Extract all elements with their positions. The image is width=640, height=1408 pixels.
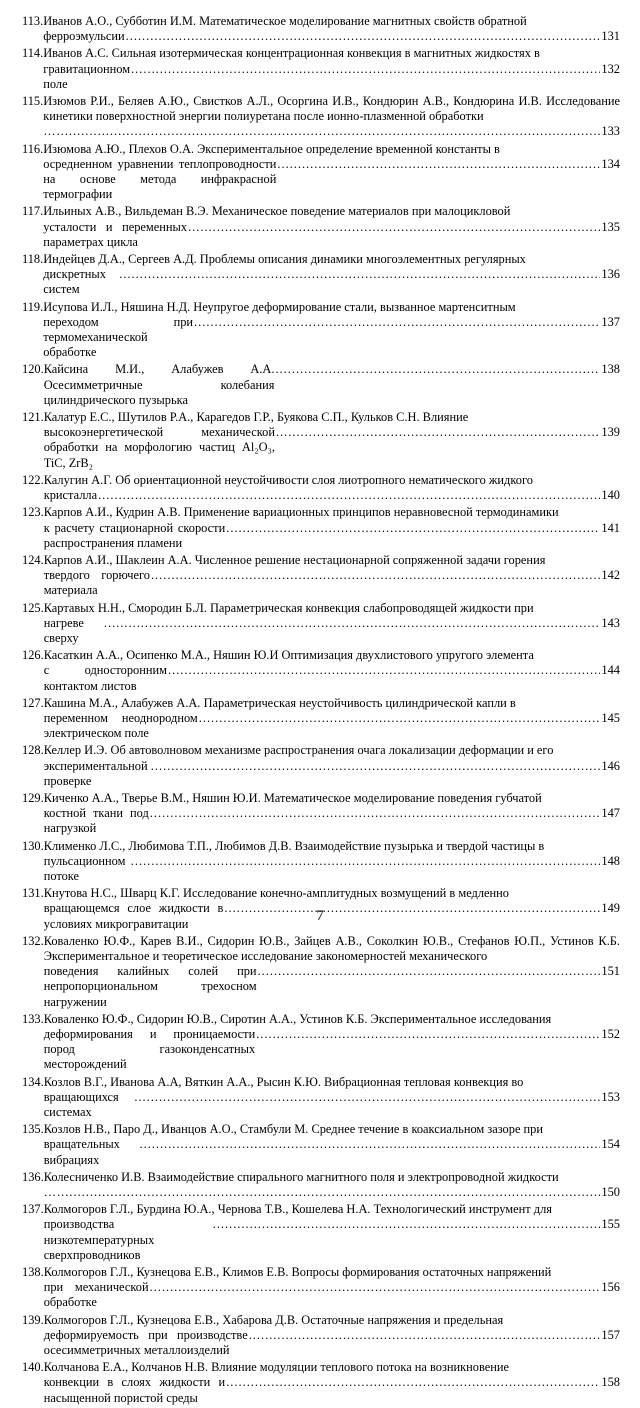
contents-entry	[22, 791, 620, 837]
entry-text: Иванов А.С. Сильная изотермическая концентрационная конвекция в магнитных жидкостях в	[43, 46, 540, 61]
dot-leader	[257, 964, 601, 979]
entry-tail: при механической обработке	[43, 1280, 149, 1310]
entry-number: 121.	[22, 410, 44, 425]
entry-last-line	[44, 488, 620, 503]
entry-tail: деформирования и проницаемости пород газоконденсатных месторождений	[43, 1027, 256, 1072]
contents-entry	[22, 252, 620, 298]
entry-body	[44, 553, 620, 599]
entry-last-line	[44, 806, 620, 836]
entry-page: 144	[601, 663, 620, 678]
contents-entry	[22, 142, 620, 203]
entry-number: 119.	[22, 299, 44, 314]
entry-text: Кнутова Н.С., Шварц К.Г. Исследование конечно-амплитудных возмущений в медленно	[43, 886, 509, 901]
entry-last-line	[44, 1137, 620, 1167]
entry-tail: переходом при термомеханической обработке	[43, 314, 194, 360]
dot-leader	[167, 663, 600, 678]
entry-tail: с односторонним контактом листов	[43, 663, 167, 693]
entry-text: Карпов А.И., Кудрин А.В. Применение вариационных принципов неравновесной термодинамики	[43, 505, 559, 520]
contents-entry	[22, 14, 620, 44]
entry-text: Изюмова А.Ю., Плехов О.А. Экспериментальное определение временной константы в	[43, 141, 500, 156]
entry-page: 133	[601, 124, 620, 139]
contents-entry	[22, 1313, 620, 1359]
dot-leader	[139, 1137, 601, 1152]
entry-page: 136	[601, 267, 620, 282]
entry-body	[44, 410, 620, 471]
entry-number: 125.	[22, 600, 44, 615]
entry-body	[44, 473, 620, 503]
entry-tail: гравитационном поле	[43, 61, 131, 91]
entry-body	[44, 505, 620, 551]
entry-tail: конвекции в слоях жидкости и насыщенной пористой среды	[43, 1375, 226, 1405]
entry-text: Колмогоров Г.Л., Кузнецова Е.В., Климов Е.В. Вопросы формирования остаточных напряжений	[43, 1265, 552, 1280]
contents-entry	[22, 839, 620, 885]
entry-text: Колмогоров Г.Л., Бурдина Ю.А., Чернова Т.В., Кошелева Н.А. Технологический инструмент для	[43, 1202, 552, 1217]
entry-last-line	[44, 1328, 620, 1358]
entry-number: 138.	[22, 1265, 44, 1280]
entry-last-line	[44, 425, 620, 471]
entry-tail: твердого горючего материала	[43, 568, 150, 598]
entry-tail: вращающемся слое жидкости в условиях микрогравитации	[43, 901, 224, 931]
entry-page: 150	[601, 1185, 620, 1200]
dot-leader	[150, 759, 601, 774]
entry-page: 147	[601, 806, 620, 821]
entry-last-line	[44, 521, 620, 551]
entry-tail: поведения калийных солей при непропорциональном трехосном нагружении	[43, 964, 257, 1009]
entry-body	[43, 94, 620, 140]
entry-tail: …	[43, 124, 56, 139]
entry-page: 158	[601, 1375, 620, 1390]
entry-number: 118.	[22, 252, 44, 267]
entry-last-line	[44, 1090, 620, 1120]
entry-body	[44, 648, 620, 694]
entry-text: Касаткин А.А., Осипенко М.А., Няшин Ю.И Оптимизация двухлистового упругого элемента	[43, 648, 534, 663]
dot-leader	[248, 1328, 601, 1343]
contents-entry	[22, 300, 620, 361]
entry-body	[44, 1012, 620, 1073]
entry-text: Коваленко Ю.Ф., Сидорин Ю.В., Сиротин А.А., Устинов К.Б. Экспериментальное исследования	[43, 1011, 552, 1026]
dot-leader	[130, 854, 601, 869]
entry-page: 132	[601, 61, 620, 76]
contents-entry	[22, 1170, 620, 1200]
entry-tail: вращающихся системах	[43, 1089, 119, 1120]
entry-last-line	[44, 1185, 620, 1200]
entry-text: Калугин А.Г. Об ориентационной неустойчивости слоя лиотропного нематического жидкого	[43, 472, 533, 487]
entry-body	[43, 252, 620, 298]
entry-text: Ильиных А.В., Вильдеман В.Э. Механическое поведение материалов при малоцикловой	[43, 204, 511, 219]
contents-entry	[22, 94, 620, 140]
dot-leader	[225, 521, 600, 536]
entry-body	[44, 1075, 620, 1121]
entry-page: 138	[601, 362, 620, 377]
dot-leader	[103, 616, 601, 631]
entry-text: Колесниченко И.В. Взаимодействие спирального магнитного поля и электропроводной жидкости	[43, 1169, 559, 1184]
entry-body	[44, 1360, 620, 1406]
entry-tail: высокоэнергетической механической обработки на морфологию частиц Al₂O₃, TiC, ZrB₂	[43, 425, 275, 470]
entry-number: 128.	[22, 743, 44, 758]
entry-page: 146	[601, 758, 620, 773]
entry-page: 151	[601, 964, 620, 979]
entry-tail: экспериментальной проверке	[43, 758, 148, 788]
entry-last-line	[44, 759, 620, 789]
contents-entry	[22, 553, 620, 599]
entry-tail: пульсационном потоке	[43, 853, 126, 883]
entry-body	[44, 1170, 620, 1200]
entry-page: 139	[601, 425, 620, 440]
entry-tail: усталости и переменных параметрах цикла	[43, 219, 188, 249]
entry-body	[44, 1202, 620, 1263]
entry-text: Клименко Л.С., Любимова Т.П., Любимов Д.В. Взаимодействие пузырька и твердой частицы в	[43, 838, 545, 853]
entry-last-line	[43, 267, 620, 297]
dot-leader	[56, 1185, 600, 1200]
entry-text: Изюмов Р.И., Беляев А.Ю., Свистков А.Л., Осоргина И.В., Кондюрин А.В., Кондюрина И.В. Исследование кинетики поверхностной энергии полиуретана после ионно-плазменной обработки	[43, 94, 620, 124]
dot-leader	[274, 362, 600, 377]
entry-body	[44, 743, 620, 789]
entry-body	[44, 1265, 620, 1311]
entry-page: 145	[601, 710, 620, 725]
entry-number: 136.	[22, 1169, 44, 1184]
entry-last-line	[44, 568, 620, 598]
entry-body	[43, 14, 620, 44]
entry-number: 127.	[22, 695, 44, 710]
entry-number: 129.	[22, 790, 44, 805]
contents-list	[22, 14, 620, 1408]
entry-tail: дискретных систем	[43, 267, 106, 297]
entry-text: Киченко А.А., Тверье В.М., Няшин Ю.И. Математическое моделирование поведения губчатой	[43, 790, 542, 805]
entry-last-line	[44, 964, 620, 1010]
contents-entry	[22, 473, 620, 503]
entry-number: 134.	[22, 1074, 44, 1089]
entry-page: 155	[601, 1217, 620, 1232]
entry-page: 143	[601, 615, 620, 630]
entry-last-line	[44, 362, 620, 408]
entry-number: 113.	[22, 14, 44, 28]
entry-text: Коваленко Ю.Ф., Карев В.И., Сидорин Ю.В., Зайцев А.В., Соколкин Ю.В., Стефанов Ю.П., Устинов К.Б. Экспериментальное и теоретическое исследование закономерностей механического	[43, 933, 620, 963]
entry-number: 133.	[22, 1011, 44, 1026]
entry-text: Колчанова Е.А., Колчанов Н.В. Влияние модуляции теплового потока на возникновение	[43, 1360, 510, 1375]
dot-leader	[275, 425, 600, 440]
entry-text: Козлов В.Г., Иванова А.А, Вяткин А.А., Рысин К.Ю. Вибрационная тепловая конвекция во	[43, 1074, 524, 1089]
entry-number: 120.	[22, 362, 44, 377]
entry-text: Иванов А.О., Субботин И.М. Математическое моделирование магнитных свойств обратной	[43, 14, 527, 28]
contents-entry	[22, 1075, 620, 1121]
entry-body	[44, 1313, 620, 1359]
entry-number: 117.	[22, 204, 44, 219]
dot-leader	[212, 1217, 601, 1232]
dot-leader	[255, 1027, 600, 1042]
entry-body	[44, 1122, 620, 1168]
contents-entry	[22, 410, 620, 471]
entry-number: 135.	[22, 1122, 44, 1137]
entry-tail: …	[43, 1185, 57, 1200]
entry-text: Индейцев Д.А., Сергеев А.Д. Проблемы описания динамики многоэлементных регулярных	[43, 252, 526, 267]
entry-text: Калатур Е.С., Шутилов Р.А., Карагедов Г.Р., Буякова С.П., Кульков С.Н. Влияние	[43, 410, 469, 425]
entry-tail: производства низкотемпературных сверхпроводников	[43, 1217, 155, 1262]
entry-body	[44, 696, 620, 742]
contents-entry	[22, 601, 620, 647]
entry-page: 154	[601, 1137, 620, 1152]
dot-leader	[97, 488, 600, 503]
entry-page: 149	[601, 901, 620, 916]
entry-last-line	[43, 157, 620, 203]
entry-body	[43, 300, 620, 361]
entry-last-line	[43, 29, 620, 44]
entry-body	[44, 791, 620, 837]
dot-leader	[130, 62, 600, 77]
entry-number: 116.	[22, 141, 44, 156]
entry-last-line	[44, 1375, 620, 1405]
dot-leader	[276, 157, 600, 172]
entry-text: Колмогоров Г.Л., Кузнецова Е.В., Хабарова Д.В. Остаточные напряжения и предельная	[43, 1312, 504, 1327]
entry-page: 131	[601, 29, 620, 44]
entry-last-line	[43, 315, 620, 361]
entry-text: Карпов А.И., Шаклеин А.А. Численное решение нестационарной сопряженной задачи горения	[43, 552, 546, 567]
entry-last-line	[43, 62, 620, 92]
entry-page: 153	[601, 1089, 620, 1104]
entry-page: 142	[601, 568, 620, 583]
entry-page: 135	[601, 219, 620, 234]
entry-tail: осредненном уравнении теплопроводности на основе метода инфракрасной термографии	[43, 156, 277, 202]
entry-number: 115.	[22, 94, 44, 109]
entry-number: 131.	[22, 886, 44, 901]
entry-number: 124.	[22, 552, 44, 567]
contents-entry	[22, 1202, 620, 1263]
contents-entry	[22, 648, 620, 694]
entry-page: 157	[601, 1327, 620, 1342]
entry-last-line	[44, 854, 620, 884]
entry-number: 123.	[22, 505, 44, 520]
entry-number: 130.	[22, 838, 44, 853]
contents-entry	[22, 362, 620, 408]
entry-number: 132.	[22, 933, 44, 948]
entry-page: 140	[601, 488, 620, 503]
entry-text: Козлов Н.В., Паро Д., Иванцов А.О., Стамбули М. Среднее течение в коаксиальном зазоре при	[43, 1122, 544, 1137]
entry-tail: нагреве сверху	[43, 615, 84, 645]
entry-page: 148	[601, 853, 620, 868]
entry-tail: переменном неоднородном электрическом поле	[43, 710, 198, 741]
dot-leader	[118, 267, 600, 282]
entry-body	[43, 204, 620, 250]
entry-last-line	[44, 1280, 620, 1310]
page-number: 7	[316, 908, 324, 924]
entry-number: 139.	[22, 1312, 44, 1327]
entry-number: 122.	[22, 472, 44, 487]
dot-leader	[198, 711, 601, 726]
entry-last-line	[44, 1027, 620, 1073]
entry-last-line	[44, 616, 620, 646]
entry-tail: деформируемость при производстве осесимметричных металлоизделий	[43, 1327, 248, 1358]
entry-body	[44, 362, 620, 408]
entry-page: 137	[601, 314, 620, 329]
entry-tail: феррoэмульсии	[43, 29, 125, 44]
contents-entry	[22, 1265, 620, 1311]
entry-body	[44, 601, 620, 647]
entry-text: Келлер И.Э. Об автоволновом механизме распространения очага локализации деформации и его	[43, 743, 554, 758]
dot-leader	[149, 1280, 601, 1295]
entry-last-line	[43, 124, 620, 139]
dot-leader	[150, 568, 600, 583]
entry-text: Исупова И.Л., Няшина Н.Д. Неупругое деформирование стали, вызванное мартенситным	[43, 299, 516, 314]
entry-tail: вращательных вибрациях	[43, 1137, 120, 1167]
entry-page: 152	[601, 1027, 620, 1041]
entry-tail: к расчету стационарной скорости распространения пламени	[43, 520, 226, 550]
entry-tail: кристалла	[43, 488, 98, 503]
entry-number: 126.	[22, 648, 44, 663]
contents-entry	[22, 1012, 620, 1073]
dot-leader	[125, 29, 601, 44]
entry-number: 140.	[22, 1360, 44, 1375]
contents-entry	[22, 1360, 620, 1406]
entry-last-line	[44, 1217, 620, 1263]
entry-body	[44, 934, 620, 1010]
entry-number: 137.	[22, 1202, 44, 1217]
contents-entry	[22, 505, 620, 551]
entry-tail: костной ткани под нагрузкой	[43, 806, 149, 836]
contents-entry	[22, 204, 620, 250]
entry-body	[43, 46, 620, 92]
contents-entry	[22, 934, 620, 1010]
dot-leader	[193, 315, 600, 330]
entry-page: 156	[601, 1280, 620, 1295]
entry-last-line	[43, 220, 620, 250]
dot-leader	[149, 806, 601, 821]
entry-last-line	[44, 663, 620, 693]
entry-tail: Кайсина М.И., Алабужев А.А. Осесимметричные колебания цилиндрического пузырька	[43, 362, 275, 407]
entry-body	[43, 142, 620, 203]
dot-leader	[187, 220, 600, 235]
entry-text: Кашина М.А., Алабужев А.А. Параметрическая неустойчивость цилиндрической капли в	[43, 695, 516, 710]
contents-entry	[22, 1122, 620, 1168]
contents-entry	[22, 46, 620, 92]
entry-number: 114.	[22, 46, 44, 61]
entry-page: 141	[601, 520, 620, 535]
contents-entry	[22, 743, 620, 789]
dot-leader	[133, 1090, 600, 1105]
entry-last-line	[44, 711, 620, 741]
entry-body	[44, 839, 620, 885]
entry-text: Картавых Н.Н., Смородин Б.Л. Параметрическая конвекция слабопроводящей жидкости при	[43, 600, 534, 615]
dot-leader	[225, 1375, 600, 1390]
contents-entry	[22, 696, 620, 742]
entry-page: 134	[601, 156, 620, 171]
dot-leader	[56, 124, 601, 139]
